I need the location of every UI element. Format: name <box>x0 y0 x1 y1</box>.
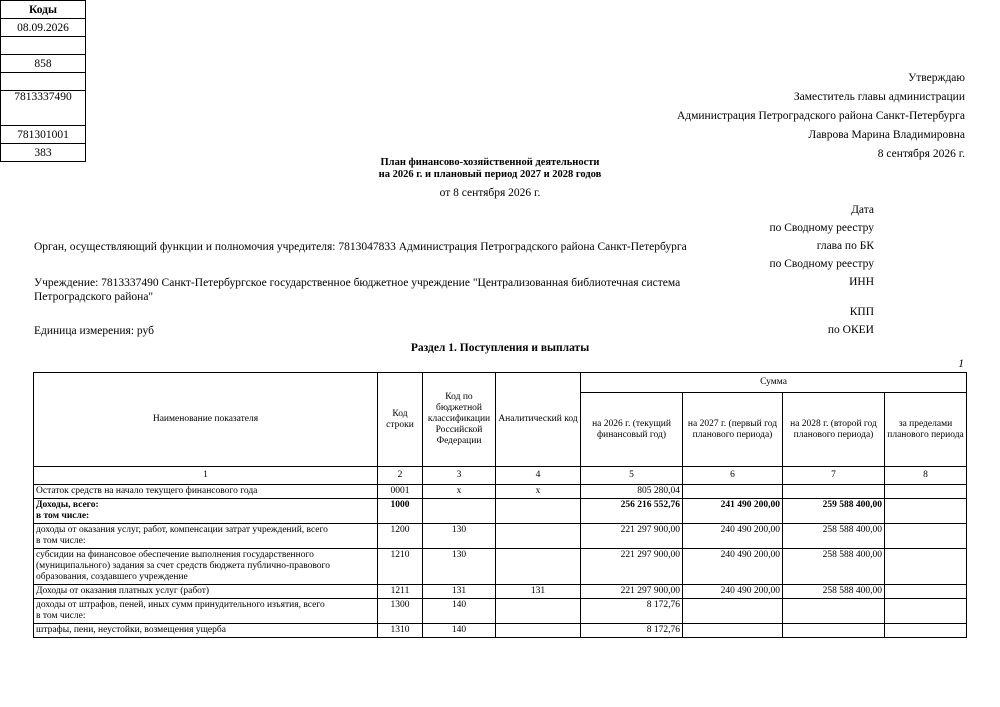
row-sum-2028: 259 588 400,00 <box>783 499 885 524</box>
row-code: 1210 <box>378 549 423 585</box>
row-sum-2028: 258 588 400,00 <box>783 524 885 549</box>
table-row <box>34 485 967 499</box>
label-inn: ИНН <box>849 276 874 288</box>
row-analytic-code <box>496 549 581 585</box>
unit-line: Единица измерения: руб <box>34 325 154 337</box>
row-analytic-code <box>496 524 581 549</box>
header-budget-code: Код по бюджетной классификации Российской Федерации <box>423 373 496 467</box>
header-row-code: Код строки <box>378 373 423 467</box>
code-bk: 858 <box>1 55 86 73</box>
col-number: 3 <box>423 467 496 485</box>
table-row <box>34 549 967 585</box>
row-analytic-code: 131 <box>496 585 581 599</box>
row-name: доходы от оказания услуг, работ, компенсации затрат учреждений, всего в том числе: <box>34 524 378 549</box>
header-name: Наименование показателя <box>34 373 378 467</box>
approval-title: Утверждаю <box>908 72 965 84</box>
institution-line-2: Петроградского района" <box>34 291 154 303</box>
approval-date: 8 сентября 2026 г. <box>877 148 965 160</box>
row-sum-beyond <box>885 549 967 585</box>
row-sum-2028 <box>783 624 885 638</box>
receipts-payments-table <box>33 372 967 638</box>
row-sum-2028 <box>783 599 885 624</box>
code-kpp: 781301001 <box>1 126 86 144</box>
row-sum-beyond <box>885 499 967 524</box>
row-name: Остаток средств на начало текущего финансового года <box>34 485 378 499</box>
row-name: штрафы, пени, неустойки, возмещения ущерба <box>34 624 378 638</box>
founder-line: Орган, осуществляющий функции и полномочия учредителя: 7813047833 Администрация Петроградского района Санкт-Петербурга <box>34 241 687 253</box>
header-2026: на 2026 г. (текущий финансовый год) <box>581 393 683 467</box>
label-svod-2: по Сводному реестру <box>769 258 874 270</box>
row-name: Доходы, всего: в том числе: <box>34 499 378 524</box>
row-sum-2026: 221 297 900,00 <box>581 549 683 585</box>
table-row <box>34 585 967 599</box>
col-number: 4 <box>496 467 581 485</box>
row-sum-2027 <box>683 624 783 638</box>
code-okei: 383 <box>1 144 86 162</box>
approver-organization: Администрация Петроградского района Санкт-Петербурга <box>676 110 965 122</box>
table-row <box>34 524 967 549</box>
row-sum-2026: 256 216 552,76 <box>581 499 683 524</box>
table-row <box>34 599 967 624</box>
header-sum: Сумма <box>581 373 967 393</box>
col-number: 6 <box>683 467 783 485</box>
approver-position: Заместитель главы администрации <box>793 91 965 103</box>
header-2028: на 2028 г. (второй год планового периода) <box>783 393 885 467</box>
table-row <box>34 499 967 524</box>
row-sum-beyond <box>885 585 967 599</box>
row-code: 1300 <box>378 599 423 624</box>
row-sum-2027 <box>683 485 783 499</box>
code-svod-2 <box>1 73 86 91</box>
codes-table <box>0 0 86 162</box>
row-name: Доходы от оказания платных услуг (работ) <box>34 585 378 599</box>
row-code: 1310 <box>378 624 423 638</box>
row-sum-2027: 240 490 200,00 <box>683 585 783 599</box>
row-sum-2027: 240 490 200,00 <box>683 549 783 585</box>
row-sum-2027: 240 490 200,00 <box>683 524 783 549</box>
col-number: 8 <box>885 467 967 485</box>
document-title <box>300 157 680 181</box>
row-budget-code <box>423 499 496 524</box>
header-2027: на 2027 г. (первый год планового периода) <box>683 393 783 467</box>
row-code: 1200 <box>378 524 423 549</box>
label-bk: глава по БК <box>816 240 874 252</box>
row-sum-2026: 8 172,76 <box>581 599 683 624</box>
row-budget-code: 131 <box>423 585 496 599</box>
page-number: 1 <box>958 358 964 370</box>
row-sum-beyond <box>885 485 967 499</box>
title-line-1: План финансово-хозяйственной деятельности <box>380 157 600 168</box>
row-budget-code: 140 <box>423 624 496 638</box>
row-name: субсидии на финансовое обеспечение выполнения государственного (муниципального) задания за счет средств бюджета публично-правового образования, создавшего учреждение <box>34 549 378 585</box>
row-sum-2026: 805 280,04 <box>581 485 683 499</box>
row-analytic-code <box>496 599 581 624</box>
row-sum-2026: 221 297 900,00 <box>581 585 683 599</box>
table-row <box>34 624 967 638</box>
row-sum-2028 <box>783 485 885 499</box>
col-number: 2 <box>378 467 423 485</box>
code-date: 08.09.2026 <box>1 19 86 37</box>
codes-header: Коды <box>1 1 86 19</box>
approval-block <box>545 69 965 164</box>
row-code: 1211 <box>378 585 423 599</box>
code-inn: 7813337490 <box>1 91 86 126</box>
row-sum-2027 <box>683 599 783 624</box>
row-sum-2026: 8 172,76 <box>581 624 683 638</box>
row-analytic-code <box>496 499 581 524</box>
row-code: 0001 <box>378 485 423 499</box>
row-sum-beyond <box>885 524 967 549</box>
document-date: от 8 сентября 2026 г. <box>439 187 541 199</box>
title-line-2: на 2026 г. и плановый период 2027 и 2028 годов <box>378 169 602 180</box>
row-budget-code: 130 <box>423 549 496 585</box>
header-analytic-code: Аналитический код <box>496 373 581 467</box>
institution-line-1: Учреждение: 7813337490 Санкт-Петербургское государственное бюджетное учреждение "Централизованная библиотечная система <box>34 277 681 289</box>
label-svod-1: по Сводному реестру <box>769 222 874 234</box>
row-analytic-code: x <box>496 485 581 499</box>
row-budget-code: x <box>423 485 496 499</box>
col-number: 1 <box>34 467 378 485</box>
row-name: доходы от штрафов, пеней, иных сумм принудительного изъятия, всего в том числе: <box>34 599 378 624</box>
row-sum-beyond <box>885 624 967 638</box>
label-date: Дата <box>851 204 874 216</box>
approver-name: Лаврова Марина Владимировна <box>808 129 965 141</box>
row-sum-2027: 241 490 200,00 <box>683 499 783 524</box>
label-okei: по ОКЕИ <box>827 324 874 336</box>
row-sum-2028: 258 588 400,00 <box>783 549 885 585</box>
section-title: Раздел 1. Поступления и выплаты <box>410 342 590 354</box>
row-sum-2026: 221 297 900,00 <box>581 524 683 549</box>
row-analytic-code <box>496 624 581 638</box>
row-budget-code: 130 <box>423 524 496 549</box>
row-sum-beyond <box>885 599 967 624</box>
col-number: 5 <box>581 467 683 485</box>
col-number: 7 <box>783 467 885 485</box>
code-svod-1 <box>1 37 86 55</box>
row-sum-2028: 258 588 400,00 <box>783 585 885 599</box>
row-code: 1000 <box>378 499 423 524</box>
row-budget-code: 140 <box>423 599 496 624</box>
label-kpp: КПП <box>849 306 874 318</box>
header-beyond: за пределами планового периода <box>885 393 967 467</box>
